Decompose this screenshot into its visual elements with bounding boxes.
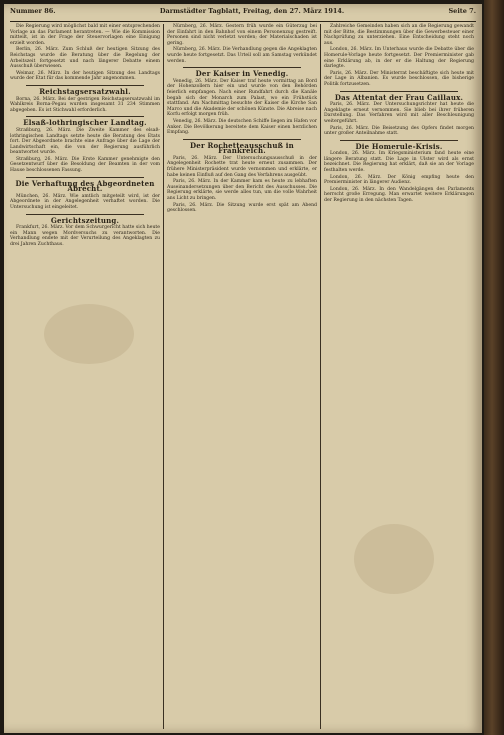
article-paragraph: Weimar, 26. März. In der heutigen Sitzung des Landtags wurde der Etat für das kommende Jahr angenommen. [10, 70, 160, 82]
article-paragraph: Borna, 26. März. Bei der gestrigen Reichstagsersatzwahl im Wahlkreis Borna-Pegau wurden insgesamt 31 234 Stimmen abgegeben. Es ist Stichwahl erforderlich. [10, 96, 160, 113]
article-paragraph: London, 26. März. Der König empfing heute den Premierminister in längerer Audienz. [324, 174, 474, 186]
column-middle [167, 24, 317, 729]
column-left [10, 24, 160, 729]
section-heading: Elsaß-lothringischer Landtag. [23, 118, 147, 128]
section-divider [26, 177, 144, 178]
newspaper-page [4, 4, 482, 733]
section-divider [26, 85, 144, 86]
article-paragraph: Paris, 26. März. Der Ministerrat beschäftigte sich heute mit der Lage in Albanien. Es wurde beschlossen, die bisherige Politik fortzusetzen. [324, 70, 474, 87]
article-paragraph: Zahlreiche Gemeinden haben sich an die Regierung gewandt mit der Bitte, die Bestimmungen über die Gewerbesteuer einer Nachprüfung zu unterziehen. Eine Entscheidung steht noch aus. [324, 24, 474, 46]
article-paragraph: London, 26. März. Im Kriegsministerium fand heute eine längere Beratung statt. Die Lage in Ulster wird als ernst bezeichnet. Die Regierung hat erklärt, daß sie an der Vorlage festhalten werde. [324, 151, 474, 174]
article-paragraph: Venedig, 26. März. Die deutschen Schiffe liegen im Hafen vor Anker. Die Bevölkerung bereitete dem Kaiser einen herzlichen Empfang. [167, 118, 317, 136]
section-heading: Das Attentat der Frau Caillaux. [334, 92, 464, 102]
section-divider [183, 139, 301, 140]
article-paragraph: Straßburg, 26. März. Die Erste Kammer genehmigte den Gesetzentwurf über die Besoldung der Beamten in der vom Hause beschlossenen Fassung. [10, 156, 160, 174]
article-paragraph: München, 26. März. Wie amtlich mitgeteilt wird, ist der Abgeordnete in der Angelegenheit verhaftet worden. Die Untersuchung ist eingeleitet. [10, 193, 160, 211]
book-binding [484, 0, 504, 735]
article-paragraph: London, 26. März. In den Wandelgängen des Parlaments herrscht große Erregung. Man erwartet weitere Erklärungen der Regierung in den nächsten Tagen. [324, 186, 474, 204]
article-paragraph: Berlin, 26. März. Zum Schluß der heutigen Sitzung des Reichstags wurde die Beratung über die Regelung der Arbeitszeit fortgesetzt und nach längerer Debatte einem Ausschuß überwiesen. [10, 47, 160, 70]
section-heading: Die Homerule-Krisis. [355, 141, 443, 151]
section-heading: Die Verhaftung des Abgeordneten Abrecht. [15, 178, 155, 194]
paper-stain [354, 524, 434, 594]
section-divider [340, 91, 458, 92]
article-paragraph: Paris, 26. März. Der Untersuchungsausschuß in der Angelegenheit Rochette trat heute erneut zusammen. Der frühere Ministerpräsident wurde vernommen und erklärte, er habe keinen Einfluß auf den Gang des Verfahrens ausgeübt. [167, 155, 317, 178]
article-paragraph: Nürnberg, 26. März. Die Verhandlung gegen die Angeklagten wurde heute fortgesetzt. Das Urteil soll am Samstag verkündet werden. [167, 47, 317, 64]
article-paragraph: Paris, 26. März. Die Beisetzung des Opfers findet morgen unter großer Anteilnahme statt. [324, 125, 474, 137]
issue-number: Nummer 86. [10, 7, 56, 15]
article-paragraph: Paris, 26. März. Die Sitzung wurde erst spät am Abend geschlossen. [167, 202, 317, 214]
column-right [324, 24, 474, 729]
page-header [10, 7, 476, 22]
article-paragraph: Straßburg, 26. März. Die Zweite Kammer des elsaß-lothringischen Landtags setzte heute die Beratung des Etats fort. Der Abgeordnete brachte eine Anfrage über die Lage der Landwirtschaft ein, die von der Regierung ausführlich beantwortet wurde. [10, 127, 160, 156]
section-divider [183, 67, 301, 68]
article-paragraph: Paris, 26. März. Der Untersuchungsrichter hat heute die Angeklagte erneut vernommen. Sie blieb bei ihrer früheren Darstellung. Das Verfahren wird mit aller Beschleunigung weitergeführt. [324, 102, 474, 124]
article-paragraph: Die Regierung wird möglichst bald mit einer entsprechenden Vorlage an das Parlament herantreten. — Wie die Kommission mitteilt, ist in der Frage der Steuervorlagen eine Einigung erzielt worden. [10, 24, 160, 46]
section-heading: Der Kaiser in Venedig. [195, 69, 289, 79]
article-paragraph: Frankfurt, 26. März. Vor dem Schwurgericht hatte sich heute ein Mann wegen Mordversuchs zu verantworten. Die Verhandlung endete mit der Verurteilung des Angeklagten zu drei Jahren Zuchthaus. [10, 225, 160, 247]
section-divider [26, 214, 144, 215]
page-number: Seite 7. [448, 7, 476, 15]
article-paragraph: Paris, 26. März. In der Kammer kam es heute zu lebhaften Auseinandersetzungen über den Bericht des Ausschusses. Die Regierung erklärte, sie werde alles tun, um die volle Wahrheit ans Licht zu bringen. [167, 179, 317, 202]
article-paragraph: Venedig, 26. März. Der Kaiser traf heute vormittag an Bord der Hohenzollern hier ein und wurde von den Behörden feierlich empfangen. Nach einer Rundfahrt durch die Kanäle begab sich der Monarch zum Palast, wo ein Frühstück stattfand. Am Nachmittag besuchte der Kaiser die Kirche San Marco und die Akademie der schönen Künste. Die Abreise nach Korfu erfolgt morgen früh. [167, 78, 317, 118]
article-paragraph: Nürnberg, 26. März. Gestern früh wurde ein Güterzug bei der Einfahrt in den Bahnhof von einem Personenzug gestreift. Personen sind nicht verletzt worden; der Materialschaden ist gering. [167, 24, 317, 46]
column-rule [163, 24, 164, 729]
masthead-title: Darmstädter Tagblatt, Freitag, den 27. März 1914. [159, 7, 345, 15]
section-heading: Gerichtszeitung. [50, 215, 120, 225]
article-paragraph: London, 26. März. Im Unterhaus wurde die Debatte über die Homerule-Vorlage heute fortgesetzt. Der Premierminister gab eine Erklärung ab, in der er die Haltung der Regierung darlegte. [324, 47, 474, 70]
section-heading: Der Rochetteausschuß in Frankreich. [190, 140, 294, 156]
section-divider [26, 116, 144, 117]
paper-stain [44, 304, 134, 364]
section-heading: Reichstagsersatzwahl. [39, 86, 131, 96]
section-divider [340, 140, 458, 141]
column-rule [320, 24, 321, 729]
